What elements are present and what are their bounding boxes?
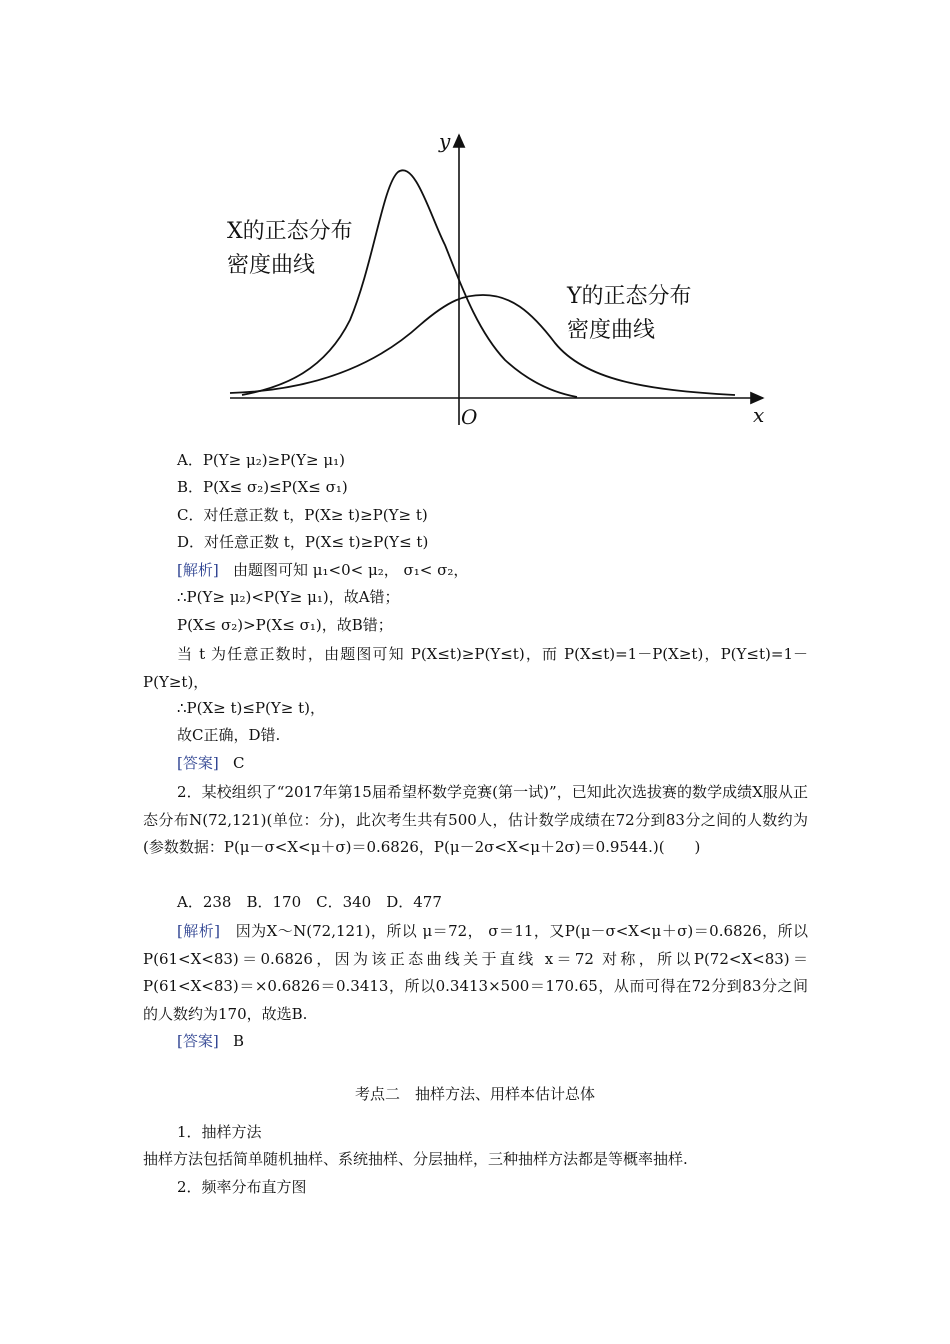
x-curve-label-line2: 密度曲线 bbox=[227, 253, 316, 278]
q1-option-b: B．P(X≤ σ₂)≤P(X≤ σ₁) bbox=[177, 478, 348, 496]
q1-answer bbox=[177, 752, 245, 774]
q1-analysis-line5: 故C正确，D错. bbox=[177, 726, 281, 744]
analysis-tag: [解析] bbox=[177, 561, 219, 579]
analysis-text: 由题图可知 μ₁<0< μ₂， σ₁< σ₂， bbox=[233, 561, 469, 579]
q1-option-d: D．对任意正数 t，P(X≤ t)≥P(Y≤ t) bbox=[177, 533, 429, 551]
q1-analysis-line4: ∴P(X≥ t)≤P(Y≥ t)， bbox=[177, 699, 326, 717]
y-axis-label: y bbox=[439, 129, 451, 153]
answer-tag: [答案] bbox=[177, 754, 219, 772]
x-axis-label: x bbox=[753, 403, 765, 427]
x-density-curve bbox=[242, 170, 577, 397]
y-curve-label-line2: 密度曲线 bbox=[567, 318, 656, 343]
answer-value: B bbox=[233, 1032, 245, 1050]
origin-label: O bbox=[461, 405, 478, 429]
x-curve-label-line1: X的正态分布 bbox=[227, 219, 353, 244]
q1-analysis-line1 bbox=[177, 559, 468, 581]
section-title: 考点二 抽样方法、用样本估计总体 bbox=[354, 1085, 595, 1103]
q1-analysis-paragraph: 当 t 为任意正数时，由题图可知 P(X≤t)≥P(Y≤t)，而 P(X≤t)=1－P(X≥t)，P(Y≤t)=1－P(Y≥t)， bbox=[143, 645, 808, 691]
q1-analysis-line2: ∴P(Y≥ μ₂)<P(Y≥ μ₁)，故A错； bbox=[177, 588, 400, 606]
q1-option-a: A．P(Y≥ μ₂)≥P(Y≥ μ₁) bbox=[177, 451, 345, 469]
q1-analysis-line3: P(X≤ σ₂)>P(X≤ σ₁)，故B错； bbox=[177, 616, 393, 634]
q2-answer bbox=[177, 1030, 244, 1052]
analysis-text: 因为X～N(72,121)，所以 μ＝72， σ＝11，又P(μ－σ<X<μ＋σ)＝0.6826，所以P(61<X<83)＝0.6826，因为该正态曲线关于直线 x＝72 对称，所以P(72<X<83)＝P(61<X<83)＝×0.6826＝0.3413，所以0.3413×500＝170.65，从而可得在72分到83分之间的人数约为170，故选B. bbox=[143, 922, 808, 1023]
y-curve-label-line1: Y的正态分布 bbox=[567, 284, 692, 309]
q2-options: A．238 B．170 C．340 D．477 bbox=[177, 893, 442, 911]
normal-distribution-figure bbox=[215, 125, 775, 435]
q2-analysis bbox=[143, 918, 808, 1028]
q2-stem: 2．某校组织了“2017年第15届希望杯数学竞赛(第一试)”，已知此次选拔赛的数学成绩X服从正态分布N(72,121)(单位：分)，此次考生共有500人，估计数学成绩在72分到83分之间的人数约为(参数数据：P(μ－σ<X<μ＋σ)＝0.6826，P(μ－2σ<X<μ＋2σ)＝0.9544.)( ) bbox=[143, 783, 808, 856]
answer-tag: [答案] bbox=[177, 1032, 219, 1050]
section-item2-title: 2．频率分布直方图 bbox=[177, 1178, 307, 1196]
answer-value: C bbox=[233, 754, 245, 772]
section-item1-text: 抽样方法包括简单随机抽样、系统抽样、分层抽样，三种抽样方法都是等概率抽样. bbox=[143, 1150, 688, 1168]
section-item1-title: 1．抽样方法 bbox=[177, 1123, 262, 1141]
analysis-tag: [解析] bbox=[177, 922, 221, 940]
q1-option-c: C．对任意正数 t，P(X≥ t)≥P(Y≥ t) bbox=[177, 506, 428, 524]
